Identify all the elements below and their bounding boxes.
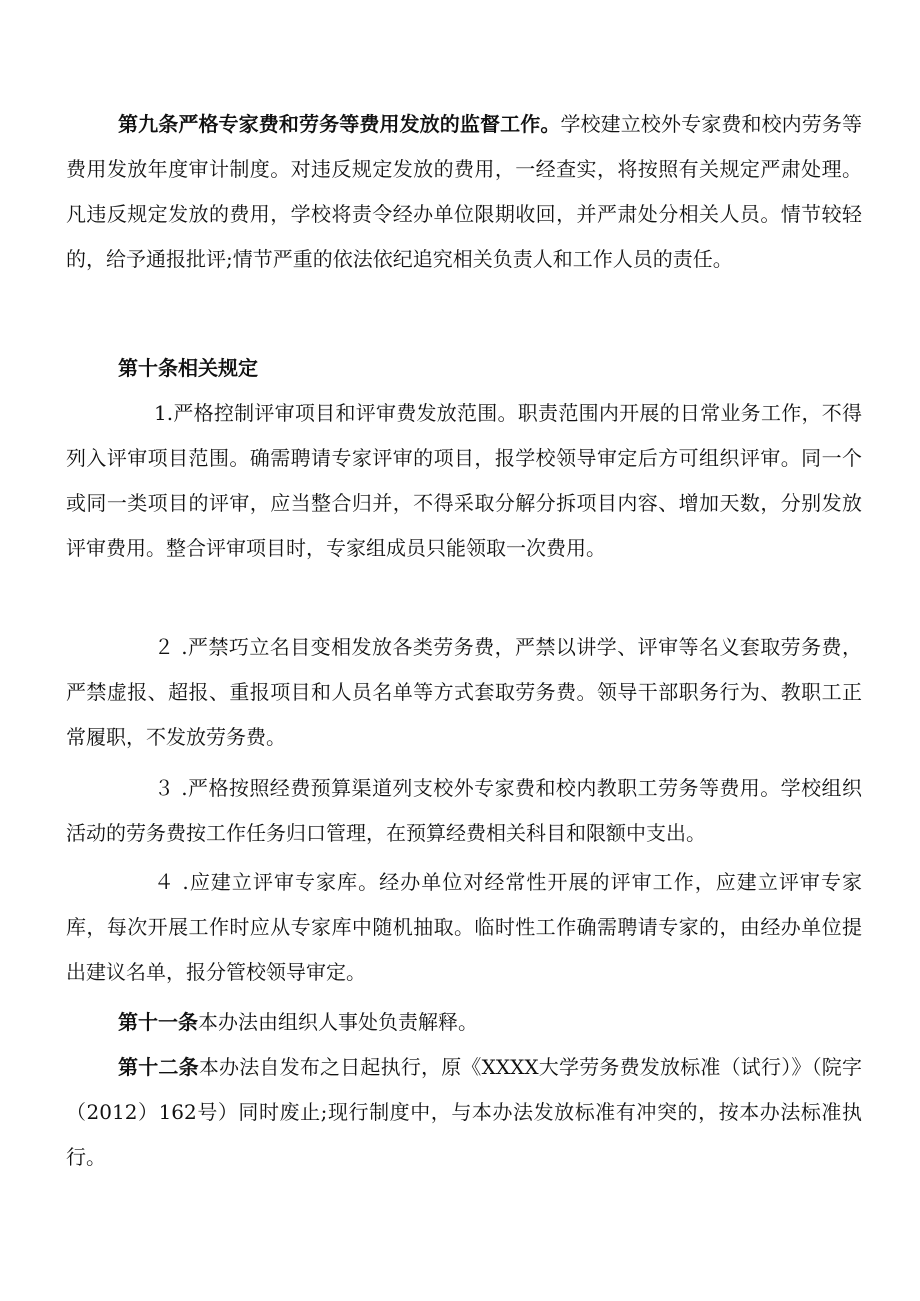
article-10-heading: 第十条相关规定 bbox=[118, 356, 258, 380]
article-12-paragraph bbox=[66, 1045, 862, 1180]
article-10-item-2: ２ .严禁巧立名目变相发放各类劳务费，严禁以讲学、评审等名义套取劳务费，严禁虚报、超报、重报项目和人员名单等方式套取劳务费。领导干部职务行为、教职工正常履职，不发放劳务费。 bbox=[66, 635, 862, 749]
article-10-item-4: ４ .应建立评审专家库。经办单位对经常性开展的评审工作，应建立评审专家库，每次开展工作时应从专家库中随机抽取。临时性工作确需聘请专家的，由经办单位提出建议名单，报分管校领导审定。 bbox=[66, 870, 862, 984]
article-10-item-1: 1.严格控制评审项目和评审费发放范围。职责范围内开展的日常业务工作，不得列入评审项目范围。确需聘请专家评审的项目，报学校领导审定后方可组织评审。同一个或同一类项目的评审，应当整合归并，不得采取分解分拆项目内容、增加天数，分别发放评审费用。整合评审项目时，专家组成员只能领取一次费用。 bbox=[66, 401, 862, 560]
article-12-heading: 第十二条 bbox=[118, 1055, 199, 1079]
article-12-body: 本办法自发布之日起执行，原《XXXX大学劳务费发放标准（试行）》（院字（2012）162号）同时废止;现行制度中，与本办法发放标准有冲突的，按本办法标准执行。 bbox=[66, 1055, 863, 1169]
article-9-body: 学校建立校外专家费和校内劳务等费用发放年度审计制度。对违反规定发放的费用，一经查实，将按照有关规定严肃处理。凡违反规定发放的费用，学校将责令经办单位限期收回，并严肃处分相关人员。情节较轻的，给予通报批评;情节严重的依法依纪追究相关负责人和工作人员的责任。 bbox=[66, 112, 863, 271]
article-9-paragraph bbox=[66, 102, 862, 282]
article-11-paragraph bbox=[66, 1000, 862, 1045]
article-10-item-3: ３ .严格按照经费预算渠道列支校外专家费和校内教职工劳务等费用。学校组织活动的劳务费按工作任务归口管理，在预算经费相关科目和限额中支出。 bbox=[66, 776, 862, 845]
article-9-heading: 第九条严格专家费和劳务等费用发放的监督工作。 bbox=[118, 112, 561, 136]
article-11-body: 本办法由组织人事处负责解释。 bbox=[198, 1010, 478, 1034]
article-11-heading: 第十一条 bbox=[118, 1010, 198, 1034]
